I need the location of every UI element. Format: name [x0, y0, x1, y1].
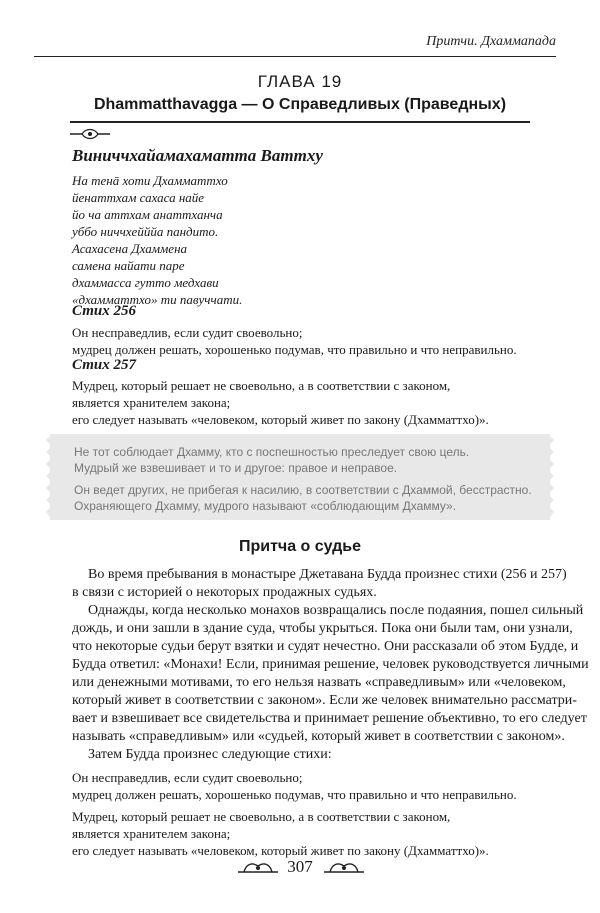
verse-line: мудрец должен решать, хорошенько подумав, что правильно и что неправильно. — [72, 342, 517, 357]
pali-title: Виниччхайамахаматта Ваттху — [72, 146, 323, 165]
prose-line: в связи с историей о некоторых продажных судьях. — [72, 585, 377, 600]
chapter-rule — [70, 121, 530, 123]
chapter-title: Dhammatthavagga — О Справедливых (Праведных) — [93, 96, 507, 113]
prose-line: или денежными мотивами, то его нельзя назвать «справедливым» или «человеком, — [72, 675, 566, 690]
prose-line: дождь, и они зашли в здание суда, чтобы укрыться. Пока они были там, они узнали, — [72, 621, 573, 636]
parable-paragraph-1 — [72, 566, 567, 602]
summary-para-1 — [74, 444, 469, 476]
verse-257 — [72, 377, 489, 428]
pali-stanza-2 — [72, 240, 242, 308]
verse-line: его следует называть «человеком, который живет по закону (Дхамматтхо)». — [72, 412, 489, 427]
prose-line: Затем Будда произнес следующие стихи: — [88, 747, 332, 762]
verse-line: Мудрец, который решает не своевольно, а в соответствии с законом, — [72, 809, 451, 824]
verse-line: Он несправедлив, если судит своевольно; — [72, 770, 303, 785]
stanza-line: йенаттхам сахаса найе — [72, 190, 205, 205]
page-number: 307 — [287, 857, 313, 876]
verse-line: является хранителем закона; — [72, 826, 231, 841]
running-head: Притчи. Дхаммапада — [426, 34, 556, 49]
header-rule — [34, 56, 556, 57]
parable-title: Притча о судье — [238, 538, 362, 555]
pali-stanza-1 — [72, 172, 228, 240]
verse-256-heading: Стих 256 — [72, 303, 136, 319]
parable-paragraph-2 — [72, 602, 589, 746]
verse-257-heading: Стих 257 — [72, 357, 136, 373]
prose-line: вает и взвешивает все свидетельства и принимает решение объективно, то его следует — [72, 711, 587, 726]
verse-line: мудрец должен решать, хорошенько подумав, что правильно и что неправильно. — [72, 787, 517, 802]
prose-line: называть «справедливым» или «судьей, который живет в соответствии с законом». — [72, 729, 565, 744]
band-left-edge-icon — [44, 434, 52, 520]
ornament-icon — [70, 128, 110, 140]
stanza-line: самена найати паре — [72, 258, 185, 273]
stanza-line: Асахасена Дхаммена — [72, 241, 188, 256]
prose-line: что некоторые судьи берут взятки и судят нечестно. Они рассказали об этом Будде, и — [72, 639, 579, 654]
verse-line: его следует называть «человеком, который живет по закону (Дхамматтхо)». — [72, 843, 489, 858]
summary-line: Не тот соблюдает Дхамму, кто с поспешностью преследует свою цель. — [74, 445, 470, 459]
prose-line: Будда ответил: «Монахи! Если, принимая решение, человек руководствуется личными — [72, 657, 589, 672]
stanza-line: дхаммасса гутто медхави — [72, 275, 219, 290]
stanza-line: йо ча аттхам анаттханча — [72, 207, 223, 222]
summary-para-2 — [74, 482, 532, 514]
parable-paragraph-3 — [72, 746, 542, 764]
verse-line: является хранителем закона; — [72, 395, 231, 410]
stanza-line: На тенā хоти Дхамматтхо — [72, 173, 228, 188]
summary-line: Он ведет других, не прибегая к насилию, в соответствии с Дхаммой, бесстрастно. — [74, 483, 532, 497]
verse-line: Мудрец, который решает не своевольно, а в соответствии с законом, — [72, 378, 451, 393]
prose-line: Во время пребывания в монастыре Джетавана Будда произнес стихи (256 и 257) — [88, 567, 567, 582]
summary-line: Мудрый же взвешивает и то и другое: правое и неправое. — [74, 461, 398, 475]
prose-line: который живет в соответствии с законом». Если же человек внимательно рассматри- — [72, 693, 577, 708]
summary-line: Охраняющего Дхамму, мудрого называют «соблюдающим Дхамму». — [74, 499, 457, 513]
verse-line: Он несправедлив, если судит своевольно; — [72, 325, 303, 340]
stanza-line: уббо ниччхейййа пандито. — [72, 224, 219, 239]
stanza-line: «дхамматтхо» ти павуччати. — [72, 292, 243, 307]
prose-line: Однажды, когда несколько монахов возвращались после подаяния, пошел сильный — [88, 603, 584, 618]
band-right-edge-icon — [548, 434, 556, 520]
chapter-number: ГЛАВА 19 — [257, 72, 343, 91]
parable-verse-b — [72, 808, 489, 859]
parable-verse-a — [72, 769, 517, 803]
page-number-right-ornament-icon — [322, 860, 366, 874]
verse-256 — [72, 324, 517, 358]
